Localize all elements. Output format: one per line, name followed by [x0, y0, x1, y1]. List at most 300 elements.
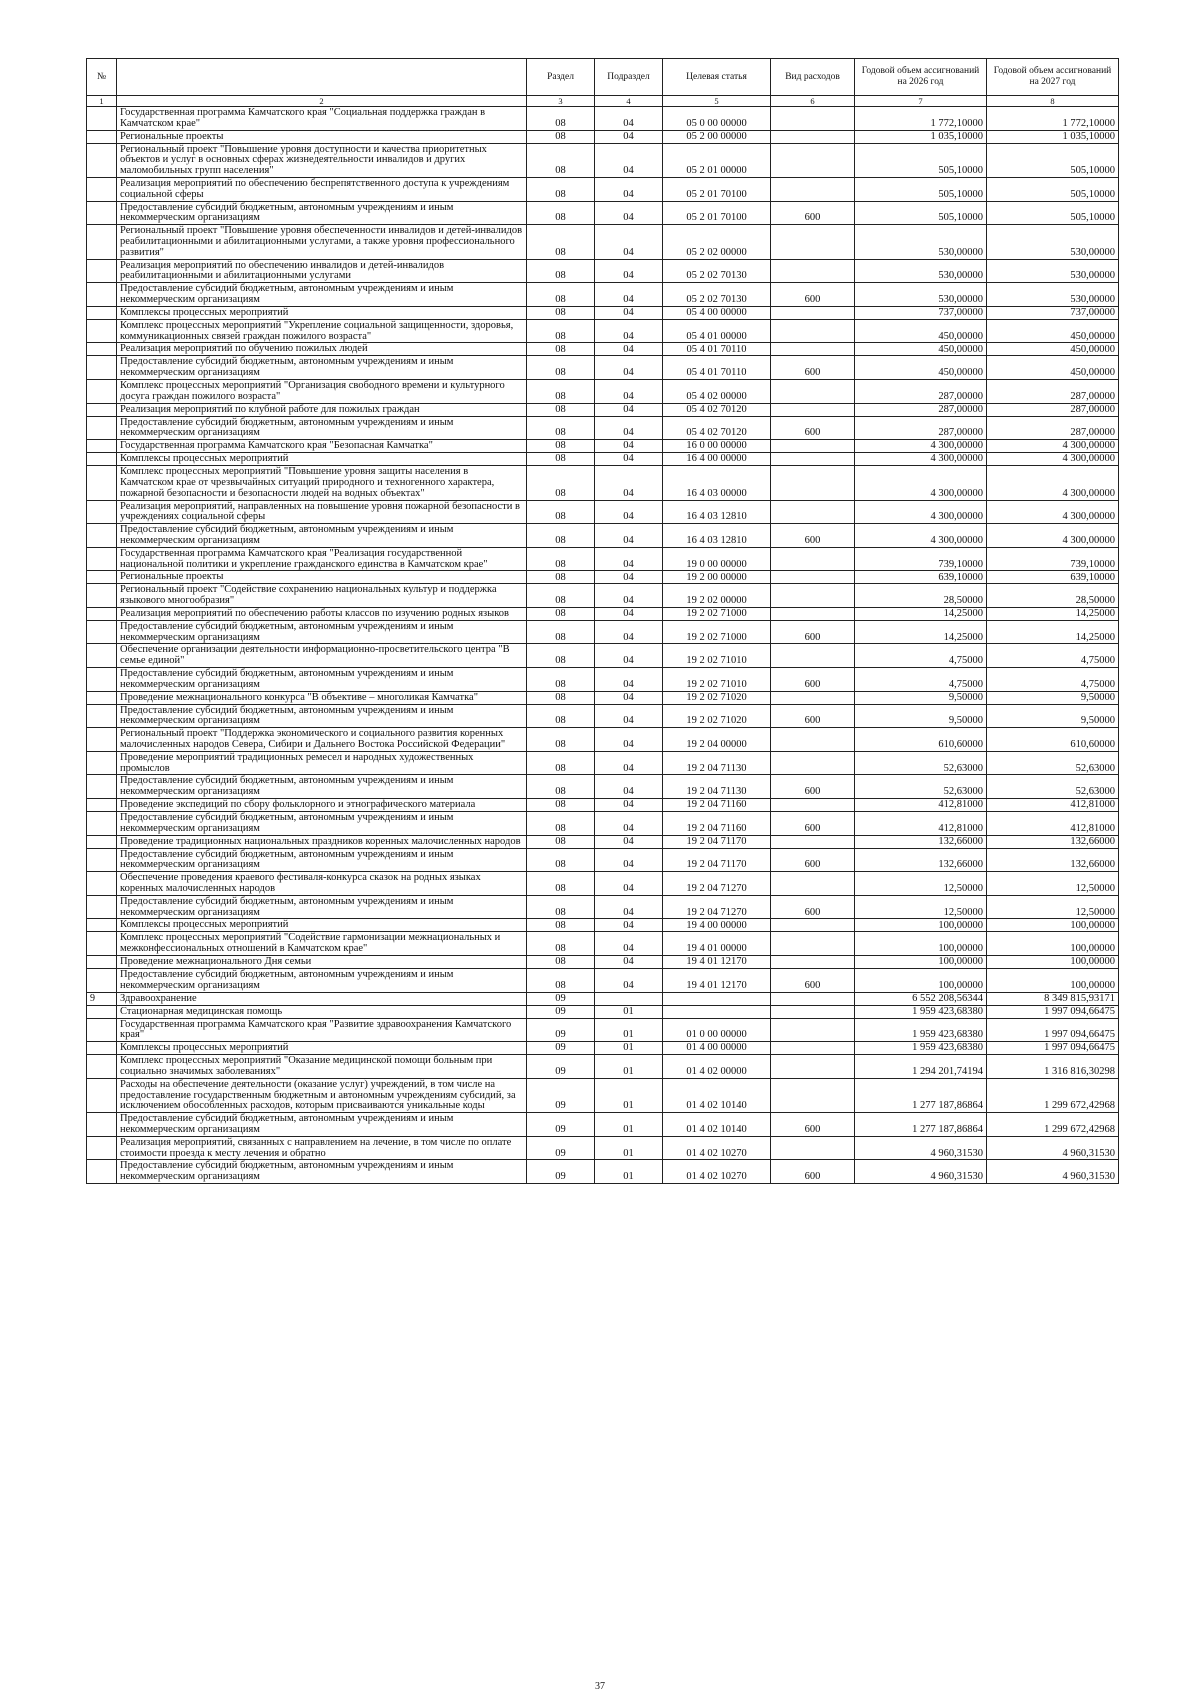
razdel-code: 08 [527, 969, 595, 993]
target-article: 19 4 01 12170 [663, 969, 771, 993]
amount-2026: 9,50000 [855, 704, 987, 728]
expense-type [771, 500, 855, 524]
row-number [87, 872, 117, 896]
row-number [87, 177, 117, 201]
razdel-code: 08 [527, 799, 595, 812]
expense-type: 600 [771, 620, 855, 644]
expense-type [771, 607, 855, 620]
podrazdel-code: 04 [595, 283, 663, 307]
amount-2026: 639,10000 [855, 571, 987, 584]
target-article: 01 4 02 10140 [663, 1078, 771, 1112]
razdel-code: 08 [527, 343, 595, 356]
page-number: 37 [595, 1681, 605, 1692]
podrazdel-code: 04 [595, 872, 663, 896]
table-row [87, 130, 1119, 143]
amount-2027: 412,81000 [987, 799, 1119, 812]
expense-type: 600 [771, 201, 855, 225]
podrazdel-code: 04 [595, 177, 663, 201]
razdel-code: 08 [527, 607, 595, 620]
expense-type [771, 691, 855, 704]
col-number: 2 [117, 96, 527, 107]
amount-2027: 132,66000 [987, 835, 1119, 848]
razdel-code: 08 [527, 306, 595, 319]
amount-2026: 505,10000 [855, 143, 987, 177]
target-article: 19 2 04 71130 [663, 775, 771, 799]
row-number [87, 143, 117, 177]
expense-name: Региональные проекты [117, 571, 527, 584]
expense-type [771, 1136, 855, 1160]
podrazdel-code: 04 [595, 932, 663, 956]
row-number [87, 343, 117, 356]
amount-2026: 100,00000 [855, 969, 987, 993]
col-number: 3 [527, 96, 595, 107]
header-podrazdel: Подраздел [595, 59, 663, 96]
razdel-code: 08 [527, 835, 595, 848]
table-row [87, 440, 1119, 453]
razdel-code: 08 [527, 107, 595, 131]
table-row [87, 1042, 1119, 1055]
razdel-code: 08 [527, 201, 595, 225]
expense-type [771, 835, 855, 848]
expense-name: Обеспечение организации деятельности информационно-просветительского центра "В семье единой" [117, 644, 527, 668]
amount-2027: 8 349 815,93171 [987, 992, 1119, 1005]
target-article: 05 4 01 70110 [663, 343, 771, 356]
amount-2027: 4,75000 [987, 644, 1119, 668]
amount-2026: 4 300,00000 [855, 524, 987, 548]
row-number [87, 130, 117, 143]
razdel-code: 08 [527, 524, 595, 548]
amount-2027: 450,00000 [987, 356, 1119, 380]
table-row [87, 584, 1119, 608]
razdel-code: 08 [527, 500, 595, 524]
expense-type [771, 130, 855, 143]
razdel-code: 08 [527, 440, 595, 453]
razdel-code: 09 [527, 1160, 595, 1184]
podrazdel-code: 04 [595, 259, 663, 283]
row-number [87, 107, 117, 131]
podrazdel-code: 04 [595, 343, 663, 356]
table-row [87, 571, 1119, 584]
expense-type [771, 1042, 855, 1055]
razdel-code: 08 [527, 356, 595, 380]
expense-type [771, 1018, 855, 1042]
expense-type [771, 644, 855, 668]
target-article: 19 2 02 71020 [663, 691, 771, 704]
amount-2027: 639,10000 [987, 571, 1119, 584]
podrazdel-code: 04 [595, 848, 663, 872]
amount-2027: 530,00000 [987, 225, 1119, 259]
col-number: 8 [987, 96, 1119, 107]
amount-2026: 737,00000 [855, 306, 987, 319]
row-number [87, 1018, 117, 1042]
table-row [87, 1136, 1119, 1160]
table-row [87, 379, 1119, 403]
expense-name: Реализация мероприятий, направленных на повышение уровня пожарной безопасности в учреждениях социальной сферы [117, 500, 527, 524]
razdel-code: 08 [527, 403, 595, 416]
expense-type [771, 1078, 855, 1112]
razdel-code: 08 [527, 416, 595, 440]
target-article: 16 4 00 00000 [663, 453, 771, 466]
amount-2027: 12,50000 [987, 872, 1119, 896]
expense-name: Комплекс процессных мероприятий "Повышение уровня защиты населения в Камчатском крае от чрезвычайных ситуаций природного и техногенного характера, пожарной безопасности и безопасности людей на водных объектах" [117, 466, 527, 500]
table-row [87, 319, 1119, 343]
razdel-code: 08 [527, 453, 595, 466]
expense-name: Реализация мероприятий, связанных с направлением на лечение, в том числе по оплате стоимости проезда к месту лечения и обратно [117, 1136, 527, 1160]
target-article: 05 4 01 00000 [663, 319, 771, 343]
target-article: 19 2 04 71270 [663, 895, 771, 919]
row-number [87, 259, 117, 283]
table-row [87, 1160, 1119, 1184]
target-article: 16 4 03 12810 [663, 500, 771, 524]
table-body [87, 107, 1119, 1184]
podrazdel-code: 04 [595, 668, 663, 692]
target-article: 05 2 00 00000 [663, 130, 771, 143]
razdel-code: 08 [527, 177, 595, 201]
col-number: 5 [663, 96, 771, 107]
table-row [87, 704, 1119, 728]
expense-name: Предоставление субсидий бюджетным, автономным учреждениям и иным некоммерческим организациям [117, 620, 527, 644]
amount-2027: 4 300,00000 [987, 453, 1119, 466]
target-article: 19 2 04 71160 [663, 799, 771, 812]
amount-2027: 100,00000 [987, 919, 1119, 932]
table-row [87, 668, 1119, 692]
expense-name: Региональный проект "Содействие сохранению национальных культур и поддержка языкового многообразия" [117, 584, 527, 608]
col-number: 7 [855, 96, 987, 107]
target-article: 05 2 01 70100 [663, 201, 771, 225]
amount-2027: 610,60000 [987, 728, 1119, 752]
amount-2027: 28,50000 [987, 584, 1119, 608]
amount-2026: 100,00000 [855, 932, 987, 956]
expense-type: 600 [771, 848, 855, 872]
expense-name: Предоставление субсидий бюджетным, автономным учреждениям и иным некоммерческим организациям [117, 1160, 527, 1184]
row-number [87, 704, 117, 728]
target-article: 05 2 02 00000 [663, 225, 771, 259]
header-target: Целевая статья [663, 59, 771, 96]
podrazdel-code: 04 [595, 466, 663, 500]
amount-2027: 1 299 672,42968 [987, 1078, 1119, 1112]
header-vid: Вид расходов [771, 59, 855, 96]
table-row [87, 1005, 1119, 1018]
podrazdel-code: 04 [595, 799, 663, 812]
row-number [87, 356, 117, 380]
amount-2027: 132,66000 [987, 848, 1119, 872]
podrazdel-code: 04 [595, 524, 663, 548]
expense-type: 600 [771, 969, 855, 993]
expense-name: Расходы на обеспечение деятельности (оказание услуг) учреждений, в том числе на предоставление государственным бюджетным и автономным учреждениям субсидий, за исключением обособленных расходов, которым присваиваются уникальные коды [117, 1078, 527, 1112]
expense-type [771, 319, 855, 343]
expense-name: Здравоохранение [117, 992, 527, 1005]
podrazdel-code: 04 [595, 728, 663, 752]
row-number [87, 956, 117, 969]
amount-2027: 4 300,00000 [987, 524, 1119, 548]
target-article: 19 2 02 71000 [663, 620, 771, 644]
podrazdel-code: 04 [595, 453, 663, 466]
row-number [87, 1136, 117, 1160]
amount-2027: 9,50000 [987, 704, 1119, 728]
podrazdel-code: 04 [595, 356, 663, 380]
amount-2026: 287,00000 [855, 416, 987, 440]
expense-type [771, 992, 855, 1005]
target-article [663, 1005, 771, 1018]
row-number [87, 969, 117, 993]
row-number [87, 799, 117, 812]
amount-2026: 450,00000 [855, 343, 987, 356]
row-number [87, 932, 117, 956]
row-number [87, 812, 117, 836]
target-article: 19 2 02 71000 [663, 607, 771, 620]
table-row [87, 607, 1119, 620]
row-number [87, 319, 117, 343]
expense-name: Предоставление субсидий бюджетным, автономным учреждениям и иным некоммерческим организациям [117, 668, 527, 692]
target-article: 19 4 01 12170 [663, 956, 771, 969]
podrazdel-code: 04 [595, 416, 663, 440]
amount-2027: 739,10000 [987, 547, 1119, 571]
amount-2026: 1 294 201,74194 [855, 1055, 987, 1079]
table-header [87, 59, 1119, 107]
amount-2026: 1 959 423,68380 [855, 1042, 987, 1055]
target-article: 05 4 01 70110 [663, 356, 771, 380]
table-row [87, 356, 1119, 380]
target-article: 01 4 02 10140 [663, 1113, 771, 1137]
expense-type [771, 343, 855, 356]
amount-2026: 52,63000 [855, 751, 987, 775]
target-article: 05 4 00 00000 [663, 306, 771, 319]
expense-name: Предоставление субсидий бюджетным, автономным учреждениям и иным некоммерческим организациям [117, 969, 527, 993]
amount-2027: 52,63000 [987, 751, 1119, 775]
podrazdel-code: 01 [595, 1078, 663, 1112]
table-row [87, 812, 1119, 836]
razdel-code: 08 [527, 848, 595, 872]
podrazdel-code: 04 [595, 835, 663, 848]
expense-type [771, 259, 855, 283]
expense-type: 600 [771, 283, 855, 307]
amount-2027: 9,50000 [987, 691, 1119, 704]
amount-2026: 610,60000 [855, 728, 987, 752]
target-article: 05 2 02 70130 [663, 283, 771, 307]
amount-2027: 52,63000 [987, 775, 1119, 799]
amount-2027: 450,00000 [987, 319, 1119, 343]
expense-type [771, 1055, 855, 1079]
razdel-code: 09 [527, 1136, 595, 1160]
podrazdel-code: 01 [595, 1005, 663, 1018]
expense-name: Предоставление субсидий бюджетным, автономным учреждениям и иным некоммерческим организациям [117, 283, 527, 307]
amount-2026: 1 772,10000 [855, 107, 987, 131]
amount-2026: 4 300,00000 [855, 466, 987, 500]
row-number [87, 620, 117, 644]
row-number [87, 225, 117, 259]
expense-name: Комплекс процессных мероприятий "Укрепление социальной защищенности, здоровья, коммуникационных связей граждан пожилого возраста" [117, 319, 527, 343]
expense-name: Проведение экспедиций по сбору фольклорного и этнографического материала [117, 799, 527, 812]
amount-2027: 12,50000 [987, 895, 1119, 919]
target-article: 19 2 04 71270 [663, 872, 771, 896]
podrazdel-code: 04 [595, 201, 663, 225]
expense-name: Предоставление субсидий бюджетным, автономным учреждениям и иным некоммерческим организациям [117, 356, 527, 380]
header-2027: Годовой объем ассигнований на 2027 год [987, 59, 1119, 96]
table-row [87, 775, 1119, 799]
expense-type: 600 [771, 356, 855, 380]
amount-2027: 4 960,31530 [987, 1136, 1119, 1160]
razdel-code: 08 [527, 932, 595, 956]
table-row [87, 466, 1119, 500]
amount-2026: 100,00000 [855, 919, 987, 932]
amount-2026: 287,00000 [855, 403, 987, 416]
amount-2027: 4 960,31530 [987, 1160, 1119, 1184]
expense-name: Региональные проекты [117, 130, 527, 143]
amount-2026: 450,00000 [855, 319, 987, 343]
amount-2027: 412,81000 [987, 812, 1119, 836]
razdel-code: 09 [527, 1042, 595, 1055]
amount-2026: 1 959 423,68380 [855, 1005, 987, 1018]
target-article: 01 4 02 10270 [663, 1160, 771, 1184]
razdel-code: 08 [527, 466, 595, 500]
row-number [87, 571, 117, 584]
row-number [87, 691, 117, 704]
header-num: № [87, 59, 117, 96]
expense-type: 600 [771, 416, 855, 440]
razdel-code: 08 [527, 620, 595, 644]
podrazdel-code: 04 [595, 691, 663, 704]
amount-2027: 287,00000 [987, 379, 1119, 403]
expense-name: Комплекс процессных мероприятий "Организация свободного времени и культурного досуга граждан пожилого возраста" [117, 379, 527, 403]
header-razdel: Раздел [527, 59, 595, 96]
razdel-code: 09 [527, 1078, 595, 1112]
expense-name: Предоставление субсидий бюджетным, автономным учреждениям и иным некоммерческим организациям [117, 775, 527, 799]
razdel-code: 08 [527, 644, 595, 668]
podrazdel-code: 04 [595, 547, 663, 571]
expense-type [771, 919, 855, 932]
table-row [87, 306, 1119, 319]
expense-name: Региональный проект "Повышение уровня доступности и качества приоритетных объектов и услуг в основных сферах жизнедеятельности инвалидов и других маломобильных групп населения" [117, 143, 527, 177]
expense-name: Предоставление субсидий бюджетным, автономным учреждениям и иным некоммерческим организациям [117, 848, 527, 872]
expense-name: Комплекс процессных мероприятий "Оказание медицинской помощи больным при социально значимых заболеваниях" [117, 1055, 527, 1079]
amount-2026: 505,10000 [855, 177, 987, 201]
budget-sheet [86, 58, 1118, 1184]
expense-name: Региональный проект "Повышение уровня обеспеченности инвалидов и детей-инвалидов реабилитационными и абилитационными услугами, а также уровня профессионального развития" [117, 225, 527, 259]
expense-type [771, 107, 855, 131]
podrazdel-code: 01 [595, 1160, 663, 1184]
podrazdel-code: 04 [595, 895, 663, 919]
expense-type: 600 [771, 524, 855, 548]
amount-2026: 4,75000 [855, 644, 987, 668]
expense-type: 600 [771, 775, 855, 799]
table-row [87, 225, 1119, 259]
row-number [87, 775, 117, 799]
podrazdel-code: 04 [595, 306, 663, 319]
razdel-code: 09 [527, 1005, 595, 1018]
row-number [87, 644, 117, 668]
podrazdel-code: 01 [595, 1042, 663, 1055]
row-number [87, 201, 117, 225]
podrazdel-code: 01 [595, 1055, 663, 1079]
amount-2027: 1 316 816,30298 [987, 1055, 1119, 1079]
podrazdel-code: 04 [595, 812, 663, 836]
row-number [87, 919, 117, 932]
podrazdel-code: 04 [595, 379, 663, 403]
amount-2026: 505,10000 [855, 201, 987, 225]
podrazdel-code: 04 [595, 571, 663, 584]
razdel-code: 08 [527, 895, 595, 919]
target-article: 05 4 02 70120 [663, 403, 771, 416]
row-number [87, 895, 117, 919]
expense-name: Проведение межнационального конкурса "В объективе – многоликая Камчатка" [117, 691, 527, 704]
row-number [87, 1113, 117, 1137]
row-number [87, 1055, 117, 1079]
row-number [87, 466, 117, 500]
table-row [87, 201, 1119, 225]
podrazdel-code [595, 992, 663, 1005]
amount-2026: 4,75000 [855, 668, 987, 692]
razdel-code: 09 [527, 1113, 595, 1137]
target-article: 05 4 02 00000 [663, 379, 771, 403]
razdel-code: 08 [527, 691, 595, 704]
expense-type [771, 932, 855, 956]
table-row [87, 1078, 1119, 1112]
target-article: 19 4 01 00000 [663, 932, 771, 956]
row-number [87, 728, 117, 752]
row-number [87, 440, 117, 453]
amount-2027: 505,10000 [987, 201, 1119, 225]
podrazdel-code: 04 [595, 130, 663, 143]
row-number [87, 835, 117, 848]
expense-name: Реализация мероприятий по обеспечению работы классов по изучению родных языков [117, 607, 527, 620]
podrazdel-code: 04 [595, 143, 663, 177]
amount-2026: 450,00000 [855, 356, 987, 380]
amount-2026: 12,50000 [855, 895, 987, 919]
expense-type [771, 440, 855, 453]
podrazdel-code: 04 [595, 107, 663, 131]
amount-2027: 1 772,10000 [987, 107, 1119, 131]
row-number [87, 500, 117, 524]
table-row [87, 956, 1119, 969]
expense-name: Государственная программа Камчатского края "Развитие здравоохранения Камчатского края" [117, 1018, 527, 1042]
amount-2027: 100,00000 [987, 969, 1119, 993]
expense-type: 600 [771, 1160, 855, 1184]
podrazdel-code: 04 [595, 644, 663, 668]
razdel-code: 08 [527, 225, 595, 259]
amount-2027: 505,10000 [987, 143, 1119, 177]
expense-type [771, 453, 855, 466]
target-article: 19 2 02 71020 [663, 704, 771, 728]
expense-name: Предоставление субсидий бюджетным, автономным учреждениям и иным некоммерческим организациям [117, 812, 527, 836]
podrazdel-code: 04 [595, 607, 663, 620]
table-row [87, 1018, 1119, 1042]
amount-2027: 450,00000 [987, 343, 1119, 356]
table-row [87, 751, 1119, 775]
amount-2026: 530,00000 [855, 225, 987, 259]
amount-2027: 530,00000 [987, 283, 1119, 307]
row-number [87, 547, 117, 571]
expense-type [771, 403, 855, 416]
podrazdel-code: 01 [595, 1113, 663, 1137]
amount-2026: 412,81000 [855, 812, 987, 836]
expense-name: Реализация мероприятий по обеспечению инвалидов и детей-инвалидов реабилитационными и абилитационными услугами [117, 259, 527, 283]
expense-type [771, 799, 855, 812]
razdel-code: 09 [527, 1018, 595, 1042]
expense-type: 600 [771, 704, 855, 728]
amount-2027: 1 299 672,42968 [987, 1113, 1119, 1137]
amount-2027: 1 997 094,66475 [987, 1018, 1119, 1042]
expense-name: Предоставление субсидий бюджетным, автономным учреждениям и иным некоммерческим организациям [117, 1113, 527, 1137]
podrazdel-code: 04 [595, 775, 663, 799]
amount-2026: 1 959 423,68380 [855, 1018, 987, 1042]
row-number [87, 848, 117, 872]
row-number [87, 306, 117, 319]
expense-name: Предоставление субсидий бюджетным, автономным учреждениям и иным некоммерческим организациям [117, 895, 527, 919]
expense-type: 600 [771, 895, 855, 919]
podrazdel-code: 04 [595, 319, 663, 343]
amount-2027: 287,00000 [987, 416, 1119, 440]
expense-type [771, 306, 855, 319]
